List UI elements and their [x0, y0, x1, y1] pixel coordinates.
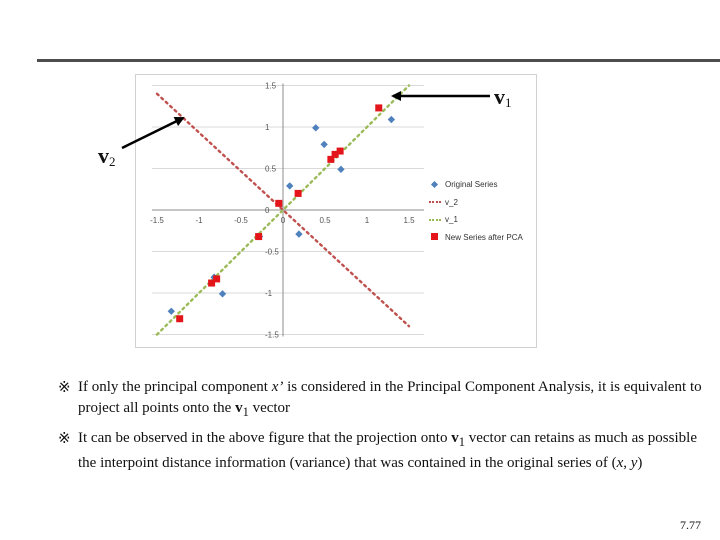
v2-label: $v_2$: [98, 143, 116, 169]
y-tick-label: 0.5: [265, 164, 277, 174]
y-tick-label: 1.5: [265, 81, 277, 91]
v1-label: $v_1$: [494, 84, 512, 110]
x-tick-label: -1: [195, 216, 203, 225]
x-tick-label: 0: [280, 216, 286, 225]
note-text: It can be observed in the above figure that the projection onto $v_1$ vector can retains as much as possible the interpoint distance information (variance) that was contained in the original series of (x, y): [78, 430, 697, 471]
y-tick-label: -0.5: [265, 247, 279, 257]
y-tick-label: -1.5: [265, 330, 279, 340]
note-text: If only the principal component x’ is considered in the Principal Component Analysis, it is equivalent to project all points onto the $v_1$ vector: [78, 379, 702, 419]
v2-arrow: [122, 118, 183, 148]
x-tick-label: 0.5: [319, 216, 331, 225]
page-number: 7.77: [680, 518, 701, 532]
reference-mark-icon: ※: [58, 429, 71, 447]
x-tick-label: 1.5: [403, 216, 415, 225]
y-tick-label: 0: [265, 206, 270, 215]
y-tick-label: 1: [265, 123, 270, 132]
legend-label: Original Series: [445, 180, 498, 190]
note-2: [58, 428, 708, 474]
note-1: [58, 377, 708, 423]
reference-mark-icon: ※: [58, 378, 71, 396]
legend-label: v_1: [445, 215, 458, 225]
legend-label: v_2: [445, 197, 458, 207]
x-tick-label: 1: [364, 216, 370, 225]
y-tick-label: -1: [265, 289, 273, 298]
x-tick-label: -0.5: [234, 216, 248, 225]
legend-label: New Series after PCA: [445, 232, 523, 242]
x-tick-label: -1.5: [150, 216, 164, 225]
